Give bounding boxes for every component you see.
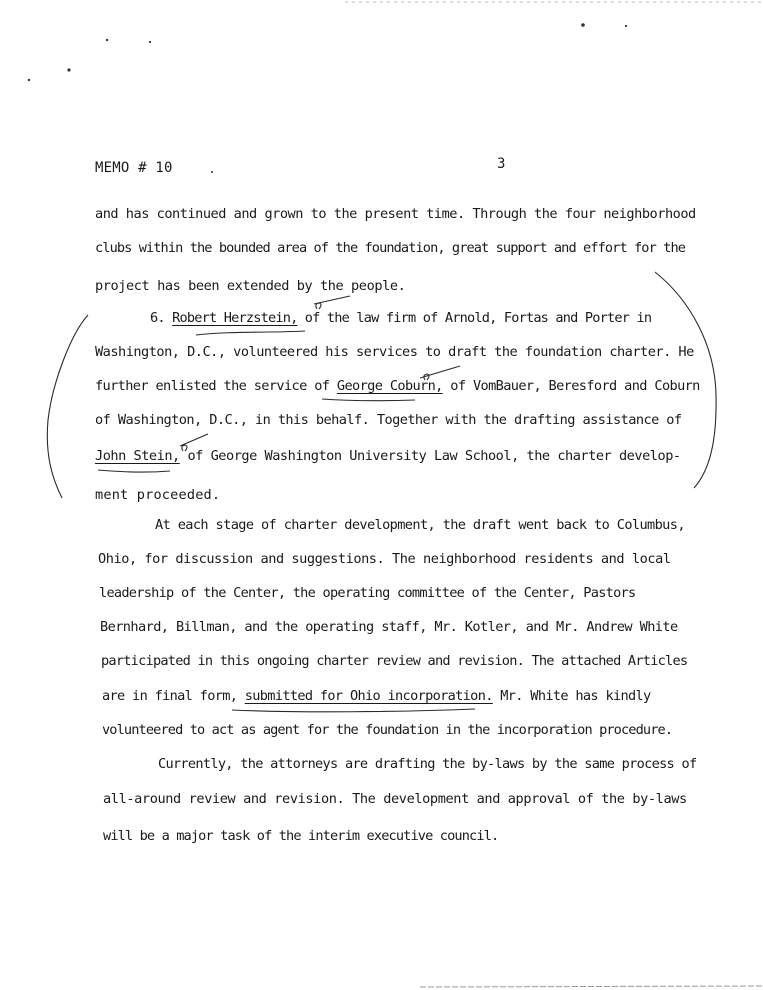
text-segment: Currently, the attorneys are drafting the by-laws by the same process of [158,756,697,772]
text-segment: 6. [150,310,173,326]
pen-underline-ohio [232,709,475,712]
left-bracket-mark [47,315,88,498]
underlined-name: submitted for Ohio incorporation. [244,688,493,704]
text-line [102,688,651,704]
text-line [95,448,681,464]
scan-speck [28,79,30,81]
pen-underline-stein [98,470,170,472]
text-segment: leadership of the Center, the operating committee of the Center, Pastors [99,585,636,601]
scan-speck [67,68,70,71]
text-segment: and has continued and grown to the present time. Through the four neighborhood [95,206,696,222]
text-segment: At each stage of charter development, the draft went back to Columbus, [155,517,685,533]
text-segment: of Washington, D.C., in this behalf. Together with the drafting assistance of [95,412,682,428]
text-segment: further enlisted the service of [95,378,337,394]
text-line [95,278,405,294]
tick-mark-herzstein [314,296,350,309]
text-line [103,828,498,844]
scan-speck [106,39,108,41]
memo-header: MEMO # 10 [95,160,173,176]
text-segment: participated in this ongoing charter review and revision. The attached Articles [101,653,688,669]
text-line [98,551,671,567]
text-segment: project has been extended by the people. [95,278,406,294]
text-segment: are in final form, [102,688,245,704]
text-segment: volunteered to act as agent for the foundation in the incorporation procedure. [102,722,673,738]
text-line [103,791,687,807]
underlined-name: John Stein, [95,448,180,464]
text-line [158,756,696,772]
text-line [95,487,220,503]
text-segment: of George Washington University Law School, the charter develop- [179,448,681,464]
page-number: 3 [497,156,506,172]
pen-underline-coburn [322,399,415,401]
text-segment: Ohio, for discussion and suggestions. The neighborhood residents and local [98,551,671,567]
underlined-name: George Coburn, [336,378,443,394]
text-segment: ment proceeded. [95,487,221,503]
text-segment: will be a major task of the interim executive council. [103,828,499,844]
text-line [155,517,685,533]
text-line [95,206,696,222]
text-line [101,653,687,669]
text-segment: all-around review and revision. The development and approval of the by-laws [103,791,687,807]
text-line [150,310,651,326]
text-line [95,344,694,360]
text-segment: of the law firm of Arnold, Fortas and Porter in [297,310,652,326]
underlined-name: Robert Herzstein, [172,310,298,326]
bottom-edge-artifact [420,986,763,987]
text-line [95,240,685,256]
pen-underline-herzstein [196,331,305,335]
text-line [95,378,700,394]
scan-speck [149,41,151,43]
text-segment: of VomBauer, Beresford and Coburn [442,378,700,394]
scan-speck [625,25,627,27]
text-line [102,722,672,738]
text-segment: clubs within the bounded area of the foundation, great support and effort for the [95,240,686,256]
text-segment: Washington, D.C., volunteered his services to draft the foundation charter. He [95,344,694,360]
scan-speck [581,23,585,27]
text-line [95,412,682,428]
text-line [99,585,635,601]
text-line [100,619,678,635]
scan-speck [211,171,213,173]
text-segment: Bernhard, Billman, and the operating staff, Mr. Kotler, and Mr. Andrew White [100,619,678,635]
text-segment: Mr. White has kindly [492,688,651,704]
